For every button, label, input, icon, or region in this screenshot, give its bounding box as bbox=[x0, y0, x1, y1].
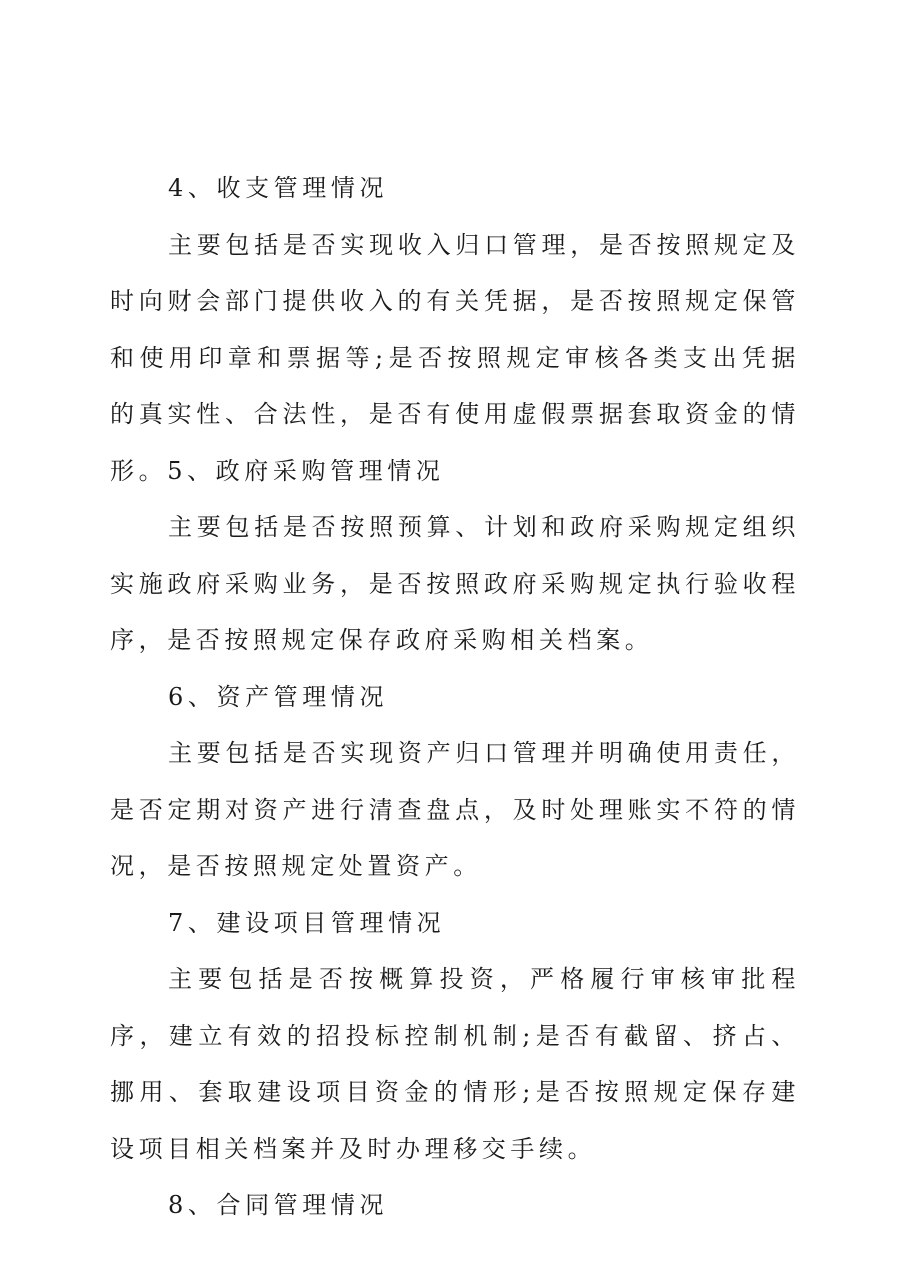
paragraph-income-expenditure: 主要包括是否实现收入归口管理，是否按照规定及时向财会部门提供收入的有关凭据，是否按照规定保管和使用印章和票据等;是否按照规定审核各类支出凭据的真实性、合法性，是否有使用虚假票据套取资金的情形。5、政府采购管理情况 bbox=[110, 230, 800, 485]
paragraph-assets: 主要包括是否实现资产归口管理并明确使用责任，是否定期对资产进行清查盘点，及时处理账实不符的情况，是否按照规定处置资产。 bbox=[110, 739, 800, 880]
section-heading-7: 7、建设项目管理情况 bbox=[168, 908, 446, 937]
paragraph-construction: 主要包括是否按概算投资，严格履行审核审批程序，建立有效的招投标控制机制;是否有截留、挤占、挪用、套取建设项目资金的情形;是否按照规定保存建设项目相关档案并及时办理移交手续。 bbox=[110, 965, 800, 1163]
section-heading-4: 4、收支管理情况 bbox=[168, 174, 389, 202]
section-heading-8: 8、合同管理情况 bbox=[168, 1191, 389, 1219]
section-heading-6: 6、资产管理情况 bbox=[168, 682, 389, 711]
document-body bbox=[110, 160, 800, 1234]
paragraph-procurement: 主要包括是否按照预算、计划和政府采购规定组织实施政府采购业务，是否按照政府采购规定执行验收程序，是否按照规定保存政府采购相关档案。 bbox=[110, 513, 800, 654]
